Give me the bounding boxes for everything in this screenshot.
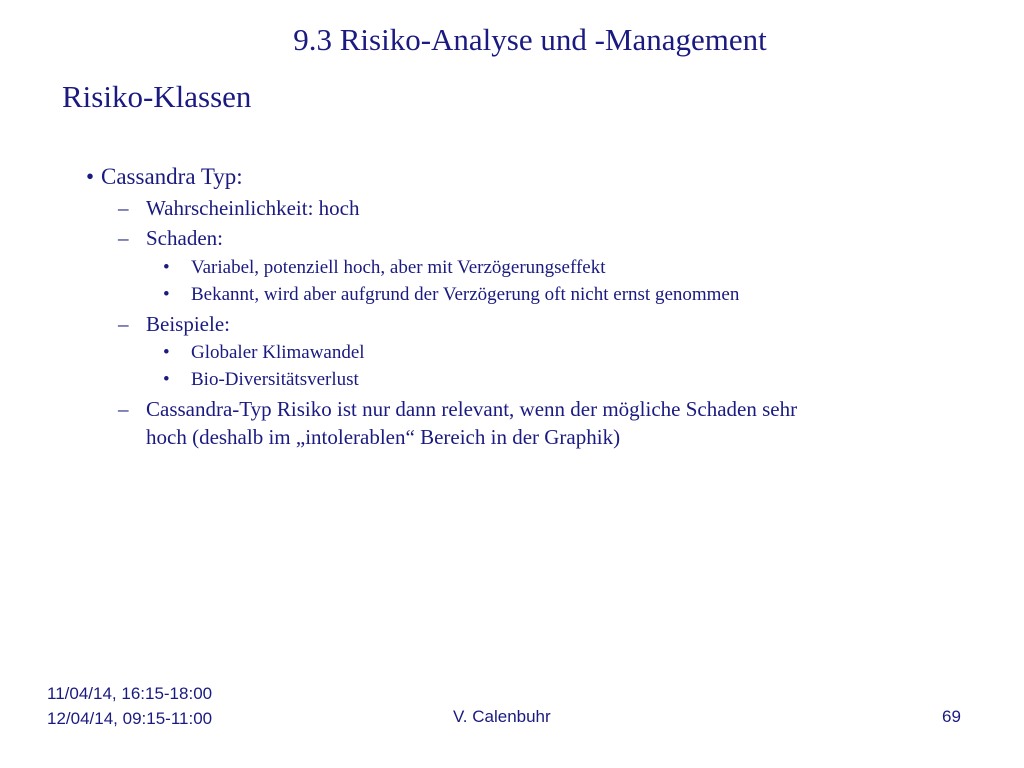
list-item: Wahrscheinlichkeit: hoch [146, 196, 360, 220]
list-item: Schaden: [146, 226, 223, 250]
list-bullet: • [86, 164, 95, 189]
list-item-continuation: hoch (deshalb im „intolerablen“ Bereich in der Graphik) [146, 425, 621, 449]
list-item: Bio-Diversitätsverlust [191, 369, 359, 390]
slide-subtitle: Risiko-Klassen [62, 79, 252, 114]
footer-author: V. Calenbuhr [453, 707, 551, 726]
slide-title: 9.3 Risiko-Analyse und -Management [293, 22, 767, 57]
list-dash: – [118, 312, 129, 336]
list-item: Variabel, potenziell hoch, aber mit Verzögerungseffekt [191, 257, 606, 278]
list-bullet: • [163, 284, 170, 305]
footer-date-line1: 11/04/14, 16:15-18:00 [47, 684, 213, 703]
list-item: Globaler Klimawandel [191, 342, 365, 363]
footer-date-line2: 12/04/14, 09:15-11:00 [47, 709, 213, 728]
list-dash: – [118, 397, 129, 421]
list-item: Beispiele: [146, 312, 230, 336]
list-bullet: • [163, 342, 170, 363]
list-item: Cassandra-Typ Risiko ist nur dann relevant, wenn der mögliche Schaden sehr [146, 397, 798, 421]
list-bullet: • [163, 257, 170, 278]
list-item: Cassandra Typ: [101, 164, 243, 189]
list-dash: – [118, 226, 129, 250]
list-dash: – [118, 196, 129, 220]
page-number: 69 [942, 707, 961, 726]
list-item: Bekannt, wird aber aufgrund der Verzögerung oft nicht ernst genommen [191, 284, 740, 305]
list-bullet: • [163, 369, 170, 390]
